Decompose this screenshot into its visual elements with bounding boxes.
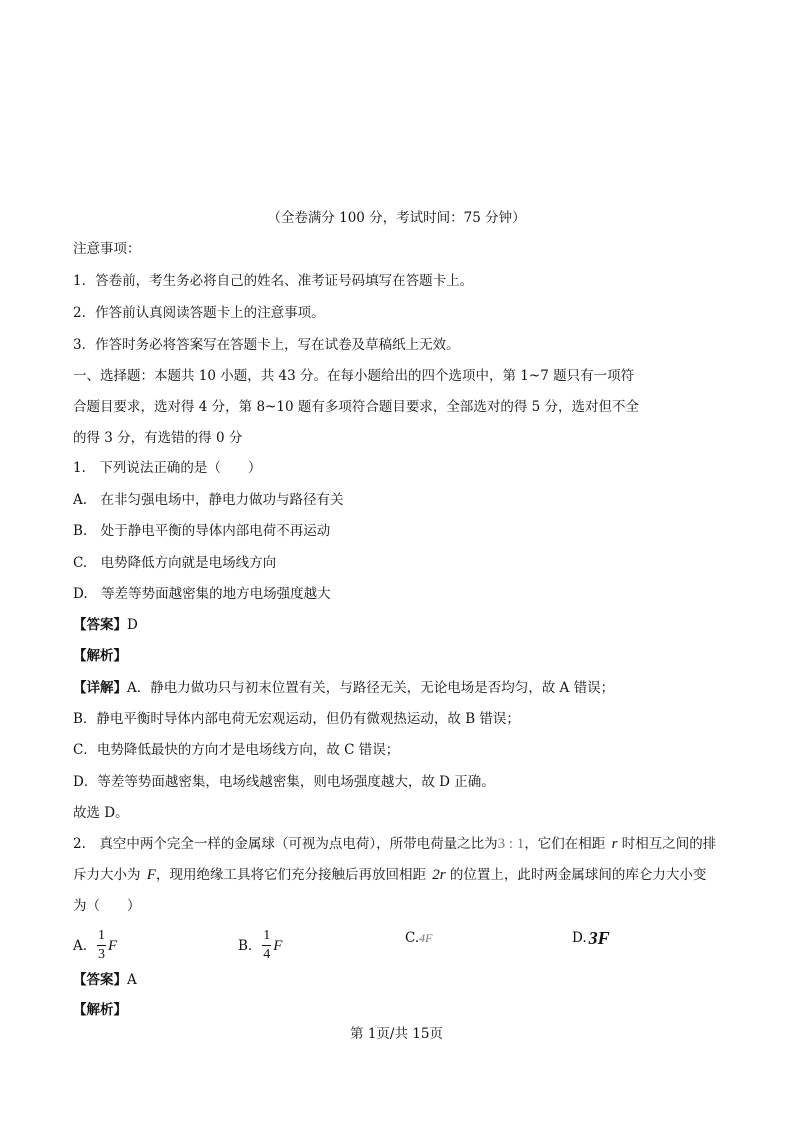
distance-variable: r xyxy=(611,836,618,852)
exam-info: （全卷满分 100 分，考试时间：75 分钟） xyxy=(267,210,526,226)
distance-2r: 2r xyxy=(432,867,446,883)
question-1-conclusion: 故选 D。 xyxy=(73,805,129,821)
option-value: 4F xyxy=(419,931,433,945)
answer-tag: 【答案】 xyxy=(73,617,127,633)
option-label: A. xyxy=(73,937,88,954)
question-1-detail xyxy=(73,679,614,697)
detail-text: A．静电力做功只与初末位置有关，与路径无关，无论电场是否均匀，故 A 错误； xyxy=(127,680,615,696)
notice-item: 3．作答时务必将答案写在答题卡上，写在试卷及草稿纸上无效。 xyxy=(73,337,460,353)
page-footer: 第 1页/共 15页 xyxy=(350,1026,443,1042)
charge-ratio: 3 : 1 xyxy=(497,836,525,852)
stem-text: 的位置上，此时两金属球间的库仑力大小变 xyxy=(449,867,707,883)
numerator: 1 xyxy=(263,928,271,943)
question-1-detail-line: B．静电平衡时导体内部电荷无宏观运动，但仍有微观热运动，故 B 错误； xyxy=(73,711,520,727)
option-label: B. xyxy=(238,937,253,954)
option-label: D. xyxy=(572,930,587,946)
answer-value: D xyxy=(127,617,138,633)
question-2-analysis-tag: 【解析】 xyxy=(73,1002,127,1018)
answer-tag: 【答案】 xyxy=(73,972,127,988)
stem-text: ，它们在相距 xyxy=(524,836,606,852)
force-variable: F xyxy=(108,937,118,954)
stem-text: ，现用绝缘工具将它们充分接触后再放回相距 xyxy=(155,867,426,883)
question-1-option-c: C. 电势降低方向就是电场线方向 xyxy=(73,555,277,571)
option-value: 3F xyxy=(588,928,610,948)
answer-value: A xyxy=(127,972,137,988)
option-label: C. xyxy=(405,930,420,946)
question-1-option-a: A. 在非匀强电场中，静电力做功与路径有关 xyxy=(73,492,344,508)
question-2-option-d xyxy=(572,929,610,947)
notice-title: 注意事项： xyxy=(73,241,141,257)
question-1-option-d: D. 等差等势面越密集的地方电场强度越大 xyxy=(73,586,331,602)
denominator: 3 xyxy=(98,947,106,962)
notice-item: 2．作答前认真阅读答题卡上的注意事项。 xyxy=(73,305,325,321)
question-1-analysis-tag: 【解析】 xyxy=(73,648,127,664)
section-instruction: 一、选择题：本题共 10 小题，共 43 分。在每小题给出的四个选项中，第 1~7 题只有一项符 xyxy=(73,368,635,384)
question-1-detail-line: C．电势降低最快的方向才是电场线方向，故 C 错误； xyxy=(73,742,400,758)
question-2-option-a xyxy=(73,929,117,962)
stem-text: 斥力大小为 xyxy=(73,867,141,883)
question-2-stem-line-2 xyxy=(73,866,706,884)
question-2-stem-line-3: 为（ ） xyxy=(73,898,141,914)
force-variable: F xyxy=(273,937,283,954)
numerator: 1 xyxy=(98,928,106,943)
force-variable: F xyxy=(146,867,156,883)
section-instruction: 的得 3 分，有选错的得 0 分 xyxy=(73,430,243,446)
detail-tag: 【详解】 xyxy=(73,680,127,696)
notice-item: 1．答卷前，考生务必将自己的姓名、准考证号码填写在答题卡上。 xyxy=(73,273,474,289)
question-1-option-b: B. 处于静电平衡的导体内部电荷不再运动 xyxy=(73,523,331,539)
question-2-stem-line-1 xyxy=(73,835,716,853)
section-instruction: 合题目要求，选对得 4 分，第 8~10 题有多项符合题目要求，全部选对的得 5 分，选对但不全 xyxy=(73,399,640,415)
question-1-answer xyxy=(73,616,138,634)
question-2-answer xyxy=(73,971,137,989)
question-2-option-b xyxy=(238,929,282,962)
stem-text: 2. 真空中两个完全一样的金属球（可视为点电荷），所带电荷量之比为 xyxy=(73,836,498,852)
fraction xyxy=(262,929,271,962)
stem-text: 时相互之间的排 xyxy=(621,836,717,852)
question-2-option-c xyxy=(405,929,432,947)
question-1-stem: 1. 下列说法正确的是（ ） xyxy=(73,460,262,476)
denominator: 4 xyxy=(263,947,271,962)
fraction xyxy=(97,929,106,962)
question-1-detail-line: D．等差等势面越密集，电场线越密集，则电场强度越大，故 D 正确。 xyxy=(73,774,495,790)
